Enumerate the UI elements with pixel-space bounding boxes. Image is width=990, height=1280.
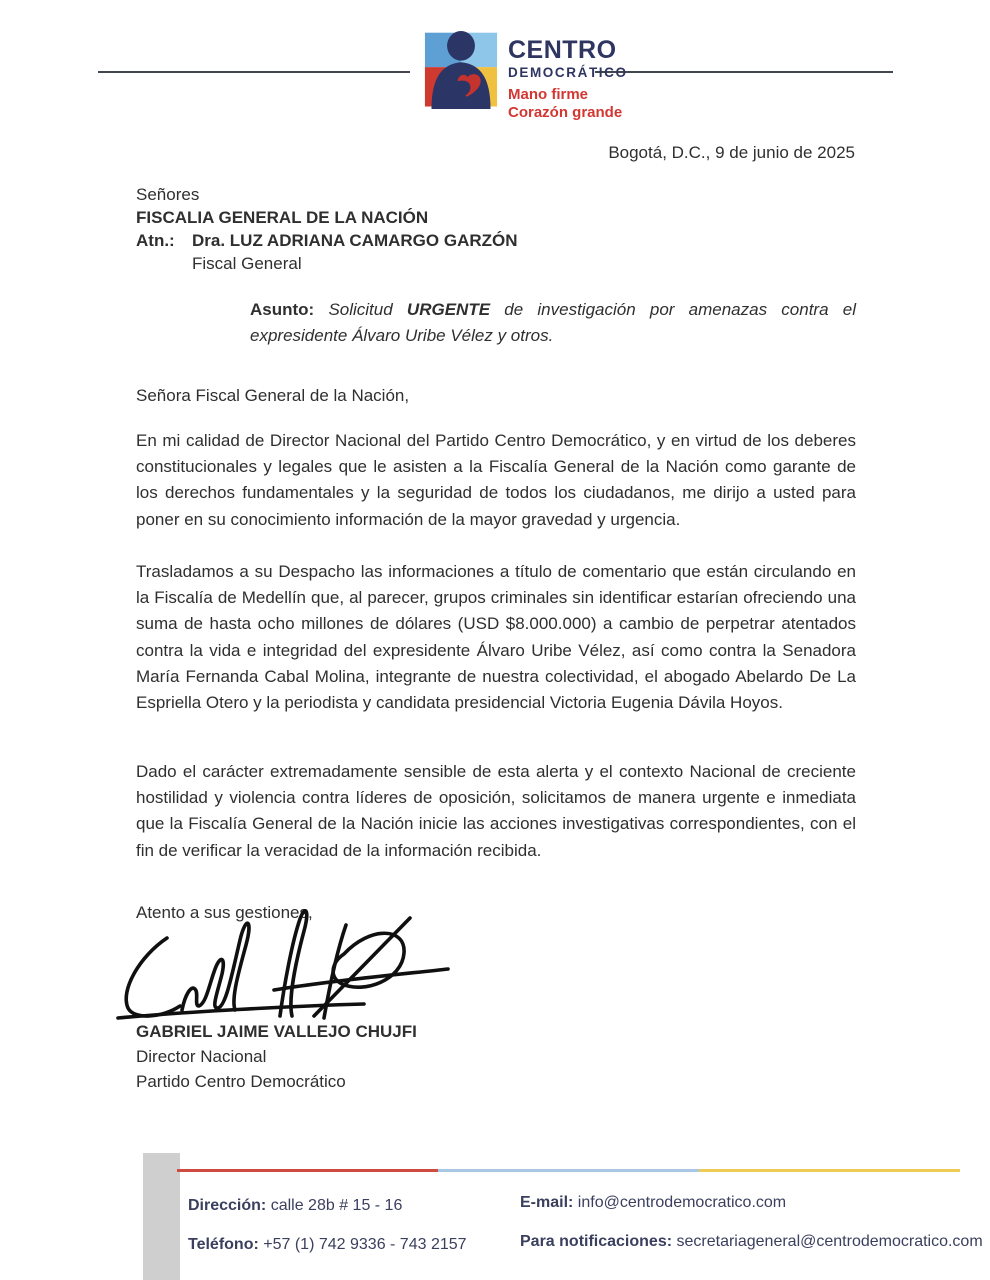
subject-part2: de investigación por amenazas contra el expresidente Álvaro Uribe Vélez y otros. bbox=[250, 300, 856, 345]
attention-name: Dra. LUZ ADRIANA CAMARGO GARZÓN bbox=[192, 231, 518, 250]
header-rule-left bbox=[98, 71, 410, 73]
notifications-label: Para notificaciones: bbox=[520, 1233, 673, 1250]
logo-name-2: DEMOCRÁTICO bbox=[508, 65, 628, 80]
body-paragraph-2: Trasladamos a su Despacho las informaciones a título de comentario que están circulando en la Fiscalía de Medellín que, al parecer, grupos criminales sin identificar estarían ofreciendo una suma de hasta ocho millones de dólares (USD $8.000.000) a cambio de perpetrar atentados contra la vida e integridad del expresidente Álvaro Uribe Vélez, así como contra la Senadora María Fernanda Cabal Molina, integrante de nuestra colectividad, el abogado Abelardo De La Espriella Otero y la periodista y candidata presidencial Victoria Eugenia Dávila Hoyos. bbox=[136, 562, 856, 713]
phone-value: +57 (1) 742 9336 - 743 2157 bbox=[263, 1236, 467, 1253]
subject-block bbox=[250, 297, 856, 349]
salutation: Señora Fiscal General de la Nación, bbox=[136, 386, 410, 405]
recipient-entity: FISCALIA GENERAL DE LA NACIÓN bbox=[136, 208, 429, 227]
attention-label: Atn.: bbox=[136, 231, 175, 250]
date-line: Bogotá, D.C., 9 de junio de 2025 bbox=[608, 143, 855, 162]
logo-slogan-line2: Corazón grande bbox=[508, 103, 623, 121]
party-logo-icon bbox=[420, 31, 502, 109]
signer-block bbox=[136, 1019, 417, 1094]
subject-urgent: URGENTE bbox=[406, 300, 491, 319]
closing-line: Atento a sus gestiones, bbox=[136, 903, 313, 922]
signer-name: GABRIEL JAIME VALLEJO CHUJFI bbox=[136, 1022, 417, 1041]
header-rule-right bbox=[595, 71, 893, 73]
notifications-value: secretariageneral@centrodemocratico.com bbox=[676, 1233, 983, 1250]
footer-left-column bbox=[188, 1186, 467, 1264]
address-label: Dirección: bbox=[188, 1197, 267, 1214]
footer-notifications-line bbox=[520, 1222, 983, 1261]
signer-organization: Partido Centro Democrático bbox=[136, 1072, 346, 1091]
recipient-attention-line bbox=[136, 229, 518, 252]
subject-part1: Solicitud bbox=[328, 300, 393, 319]
tricolor-red-segment bbox=[177, 1169, 438, 1172]
footer-tricolor-rule bbox=[177, 1169, 960, 1172]
tricolor-yellow-segment bbox=[699, 1169, 960, 1172]
footer-email-line bbox=[520, 1183, 983, 1222]
email-label: E-mail: bbox=[520, 1194, 574, 1211]
email-value: info@centrodemocratico.com bbox=[577, 1194, 787, 1211]
recipient-role: Fiscal General bbox=[192, 254, 302, 273]
address-value: calle 28b # 15 - 16 bbox=[270, 1197, 403, 1214]
logo-slogan-line1: Mano firme bbox=[508, 85, 589, 103]
body-paragraph-1: En mi calidad de Director Nacional del Partido Centro Democrático, y en virtud de los deberes constitucionales y legales que le asisten a la Fiscalía General de la Nación como garante de los derechos fundamentales y la seguridad de todos los ciudadanos, me dirijo a usted para poner en su conocimiento información de la mayor gravedad y urgencia. bbox=[136, 431, 856, 529]
phone-label: Teléfono: bbox=[188, 1236, 259, 1253]
scan-shadow-artifact bbox=[143, 1153, 180, 1280]
footer-phone-line bbox=[188, 1225, 467, 1264]
tricolor-blue-segment bbox=[438, 1169, 699, 1172]
recipient-block bbox=[136, 183, 518, 275]
body-paragraph-3: Dado el carácter extremadamente sensible de esta alerta y el contexto Nacional de creciente hostilidad y violencia contra líderes de oposición, solicitamos de manera urgente e inmediata que la Fiscalía General de la Nación inicie las acciones investigativas correspondientes, con el fin de verificar la veracidad de la información recibida. bbox=[136, 762, 856, 860]
footer-address-line bbox=[188, 1186, 467, 1225]
logo-slogan bbox=[508, 86, 628, 122]
footer-right-column bbox=[520, 1183, 983, 1261]
subject-label: Asunto: bbox=[250, 300, 315, 319]
signer-title: Director Nacional bbox=[136, 1047, 267, 1066]
recipient-salutation: Señores bbox=[136, 185, 200, 204]
party-logo-text bbox=[508, 38, 628, 122]
logo-name: CENTRO bbox=[508, 36, 617, 64]
